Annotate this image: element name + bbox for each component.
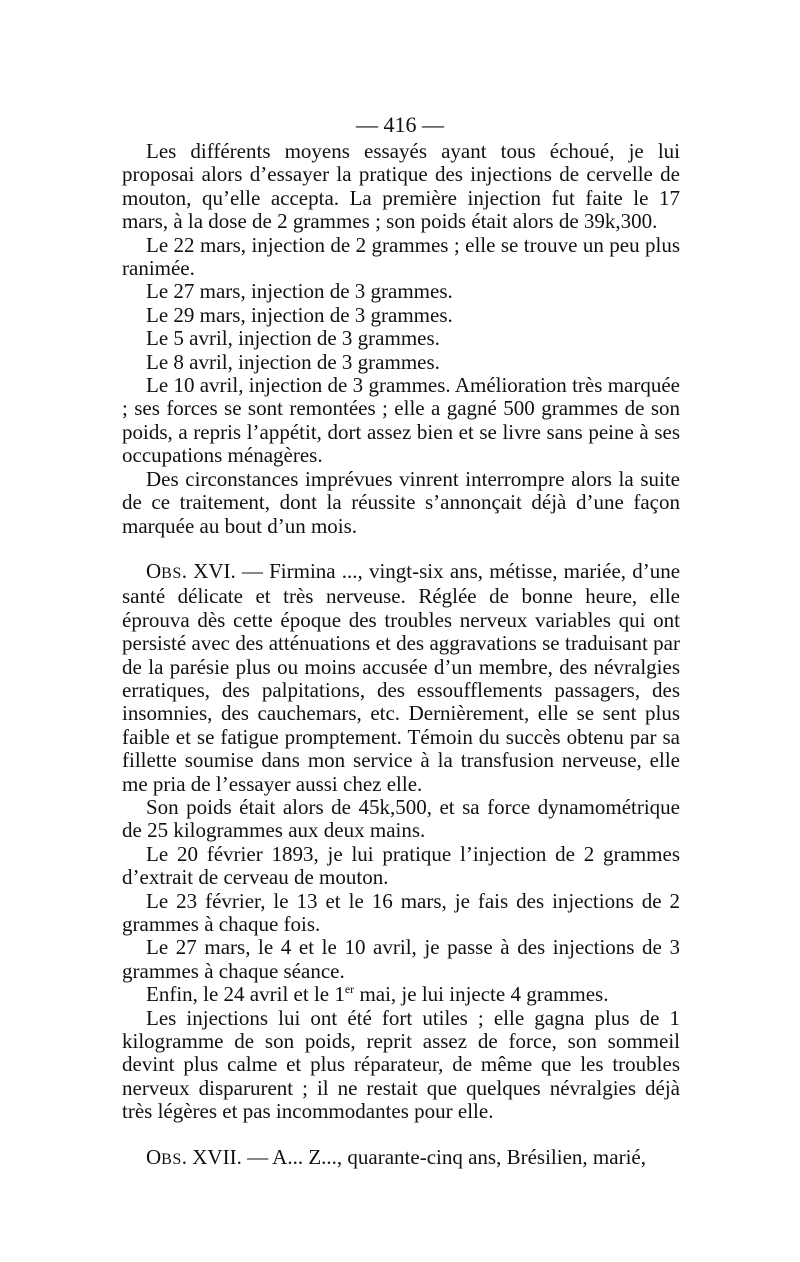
paragraph: Des circonstances imprévues vinrent interrompre alors la suite de ce traitement, dont la réussite s’annonçait déjà d’une façon marquée au bout d’un mois. <box>122 466 680 538</box>
paragraph: Le 27 mars, le 4 et le 10 avril, je passe à des injections de 3 grammes à chaque séance. <box>122 935 680 983</box>
paragraph: Le 22 mars, injection de 2 grammes ; elle se trouve un peu plus ranimée. <box>122 232 680 281</box>
observation-text: Firmina ..., vingt-six ans, métisse, mariée, d’une santé délicate et très nerveuse. Réglée de bonne heure, elle éprouva dès cette époque des troubles nerveux variables qui ont persisté avec des atténuations et des aggravations se traduisant par de la parésie plus ou moins accusée d’un membre, des névralgies erratiques, des palpitations, des essoufflements passagers, des insomnies, des cauchemars, etc. Dernièrement, elle se sent plus faible et se fatigue promptement. Témoin du succès obtenu par sa fillette soumise dans mon service à la transfusion nerveuse, elle me pria de l’essayer aussi chez elle. <box>122 558 681 796</box>
paragraph-enfin: Enfin, le 24 avril et le 1er mai, je lui injecte 4 grammes. <box>146 982 609 1007</box>
page-body <box>122 140 680 1171</box>
paragraph: Le 29 mars, injection de 3 grammes. <box>146 302 453 327</box>
page-number: — 416 — <box>356 112 444 137</box>
observation-label: OBS. XVI. — <box>146 558 263 583</box>
paragraph: Le 8 avril, injection de 3 grammes. <box>146 349 440 374</box>
observation-17 <box>122 1146 680 1171</box>
paragraph: Le 10 avril, injection de 3 grammes. Amélioration très marquée ; ses forces se sont remontées ; elle a gagné 500 grammes de son poids, a repris l’appétit, dort assez bien et se livre sans peine à ses occupations ménagères. <box>122 373 680 468</box>
paragraph: Le 27 mars, injection de 3 grammes. <box>146 279 453 304</box>
paragraph: Le 20 février 1893, je lui pratique l’injection de 2 grammes d’extrait de cerveau de mouton. <box>122 841 680 890</box>
observation-16 <box>122 560 680 796</box>
observation-text: A... Z..., quarante-cinq ans, Brésilien, marié, <box>272 1144 646 1169</box>
paragraph: Son poids était alors de 45k,500, et sa force dynamométrique de 25 kilogrammes aux deux mains. <box>122 794 680 843</box>
paragraph: Les différents moyens essayés ayant tous échoué, je lui proposai alors d’essayer la pratique des injections de cervelle de mouton, qu’elle accepta. La première injection fut faite le 17 mars, à la dose de 2 grammes ; son poids était alors de 39k,300. <box>122 139 680 234</box>
paragraph: Les injections lui ont été fort utiles ; elle gagna plus de 1 kilogramme de son poids, reprit assez de force, son sommeil devint plus calme et plus réparateur, de même que les troubles nerveux disparurent ; il ne restait que quelques névralgies déjà très légères et pas incommodantes pour elle. <box>122 1005 680 1124</box>
paragraph: Le 23 février, le 13 et le 16 mars, je fais des injections de 2 grammes à chaque fois. <box>122 888 680 936</box>
paragraph: Le 5 avril, injection de 3 grammes. <box>146 326 440 351</box>
observation-label: OBS. XVII. — <box>146 1144 269 1169</box>
